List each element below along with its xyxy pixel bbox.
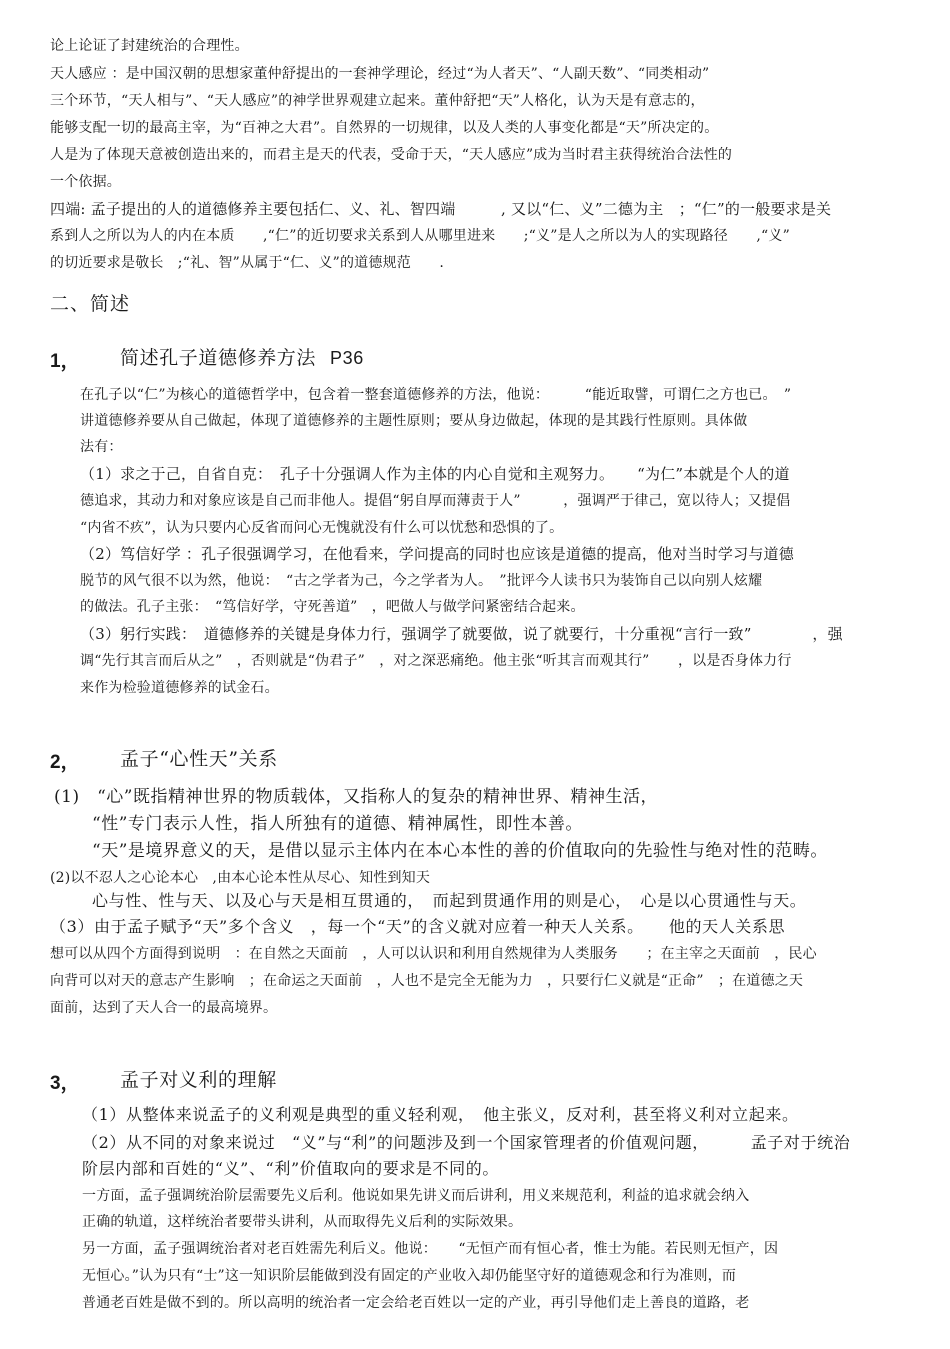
text-line: 调“先行其言而后从之” ，否则就是“伪君子” ，对之深恶痛绝。他主张“听其言而观其行” ，以是否身体力行 xyxy=(80,653,792,669)
text-line: 三个环节，“天人相与”、“天人感应”的神学世界观建立起来。董仲舒把“天”人格化，认为天是有意志的， xyxy=(50,93,705,109)
text-line: 正确的轨道，这样统治者要带头讲利，从而取得先义后利的实际效果。 xyxy=(82,1214,523,1230)
text-line: 的做法。孔子主张： “笃信好学，守死善道” ，吧做人与做学问紧密结合起来。 xyxy=(80,599,585,615)
text-line: 向背可以对天的意志产生影响 ；在命运之天面前 ，人也不是完全无能为力 ，只要行仁义就是“正命” ；在道德之天 xyxy=(50,973,804,989)
question-number: 2， xyxy=(50,752,80,773)
page-reference: P36 xyxy=(330,348,364,368)
question-number: 3， xyxy=(50,1073,80,1094)
text-line: 在孔子以“仁”为核心的道德哲学中，包含着一整套道德修养的方法，他说： “能近取譬，可谓仁之方也已。 ” xyxy=(80,387,792,403)
text-line: 阶层内部和百姓的“义”、“利”价值取向的要求是不同的。 xyxy=(82,1159,499,1178)
text-line: 的切近要求是敬长 ;“礼、智”从属于“仁、义”的道德规范 . xyxy=(50,255,444,271)
point-tian: “天”是境界意义的天，是借以显示主体内在本心本性的善的价值取向的先验性与绝对性的范畴。 xyxy=(92,841,828,861)
method-item-3: （3）躬行实践： 道德修养的关键是身体力行，强调学了就要做，说了就要行，十分重视“言行一致” ，强 xyxy=(80,625,843,643)
method-item-2: （2）笃信好学 ：孔子很强调学习，在他看来，学问提高的同时也应该是道德的提高，他对当时学习与道德 xyxy=(80,545,794,563)
question-title-text: 简述孔子道德修养方法 xyxy=(120,347,317,369)
text-line: 系到人之所以为人的内在本质 ,“仁”的近切要求关系到人从哪里进来 ;“义”是人之所以为人的实现路径 ,“义” xyxy=(50,228,790,244)
definition-tianrenganying: 天人感应 ：是中国汉朝的思想家董仲舒提出的一套神学理论，经过“为人者天”、“人副天数”、“同类相动” xyxy=(50,66,710,82)
definition-siduan: 四端: 孟子提出的人的道德修养主要包括仁、义、礼、智四端 , 又以“仁、义”二德为主 ；“仁”的一般要求是关 xyxy=(50,200,832,218)
text-line: 来作为检验道德修养的试金石。 xyxy=(80,680,279,696)
text-line: 德追求，其动力和对象应该是自己而非他人。提倡“躬自厚而薄责于人” ，强调严于律己，宽以待人；又提倡 xyxy=(80,493,791,509)
point-xing: “性”专门表示人性，指人所独有的道德、精神属性，即性本善。 xyxy=(92,814,583,834)
point-2: (2)以不忍人之心论本心 ,由本心论本性从尽心、知性到知天 xyxy=(50,870,431,886)
text-line: 一方面，孟子强调统治阶层需要先义后利。他说如果先讲义而后讲利，用义来规范利，利益的追求就会纳入 xyxy=(82,1188,750,1204)
question-title xyxy=(120,343,364,370)
text-line: 论上论证了封建统治的合理性。 xyxy=(50,38,249,54)
question-title: 孟子“心性天”关系 xyxy=(120,748,278,770)
text-line: 讲道德修养要从自己做起，体现了道德修养的主题性原则；要从身边做起，体现的是其践行性原则。具体做 xyxy=(80,413,748,429)
text-line: 心与性、性与天、以及心与天是相互贯通的， 而起到贯通作用的则是心， 心是以心贯通性与天。 xyxy=(92,891,807,910)
text-line: 普通老百姓是做不到的。所以高明的统治者一定会给老百姓以一定的产业，再引导他们走上善良的道路，老 xyxy=(82,1295,750,1311)
point-xin: (1) “心”既指精神世界的物质载体，又指称人的复杂的精神世界、精神生活， xyxy=(54,787,658,807)
question-number: 1， xyxy=(50,351,80,372)
text-line: 面前，达到了天人合一的最高境界。 xyxy=(50,1000,278,1016)
text-line: 能够支配一切的最高主宰，为“百神之大君”。自然界的一切规律，以及人类的人事变化都是“天”所决定的。 xyxy=(50,120,719,136)
text-line: 一个依据。 xyxy=(50,174,121,190)
point-2: （2）从不同的对象来说过 “义”与“利”的问题涉及到一个国家管理者的价值观问题， 孟子对于统治 xyxy=(82,1133,851,1152)
text-line: 法有： xyxy=(80,439,123,455)
text-line: 脱节的风气很不以为然，他说： “古之学者为己，今之学者为人。 ”批评今人读书只为装饰自己以向别人炫耀 xyxy=(80,573,763,589)
question-title: 孟子对义利的理解 xyxy=(120,1069,277,1091)
text-line: “内省不疚”，认为只要内心反省而问心无愧就没有什么可以忧愁和恐惧的了。 xyxy=(80,520,564,536)
point-3: （3）由于孟子赋予“天”多个含义 ，每一个“天”的含义就对应着一种天人关系。 他的天人关系思 xyxy=(50,917,786,936)
text-line: 无恒心。”认为只有“士”这一知识阶层能做到没有固定的产业收入却仍能坚守好的道德观念和行为准则，而 xyxy=(82,1268,737,1284)
method-item-1: （1）求之于己，自省自克： 孔子十分强调人作为主体的内心自觉和主观努力。 “为仁”本就是个人的道 xyxy=(80,465,790,483)
text-line: 人是为了体现天意被创造出来的，而君主是天的代表，受命于天，“天人感应”成为当时君主获得统治合法性的 xyxy=(50,147,733,163)
section-title: 二、简述 xyxy=(50,293,131,315)
point-1: （1）从整体来说孟子的义利观是典型的重义轻利观， 他主张义，反对利，甚至将义利对立起来。 xyxy=(82,1105,799,1124)
text-line: 想可以从四个方面得到说明 ：在自然之天面前 ，人可以认识和利用自然规律为人类服务 ；在主宰之天面前 ，民心 xyxy=(50,946,817,962)
text-line: 另一方面，孟子强调统治者对老百姓需先利后义。他说： “无恒产而有恒心者，惟士为能。若民则无恒产，因 xyxy=(82,1241,779,1257)
